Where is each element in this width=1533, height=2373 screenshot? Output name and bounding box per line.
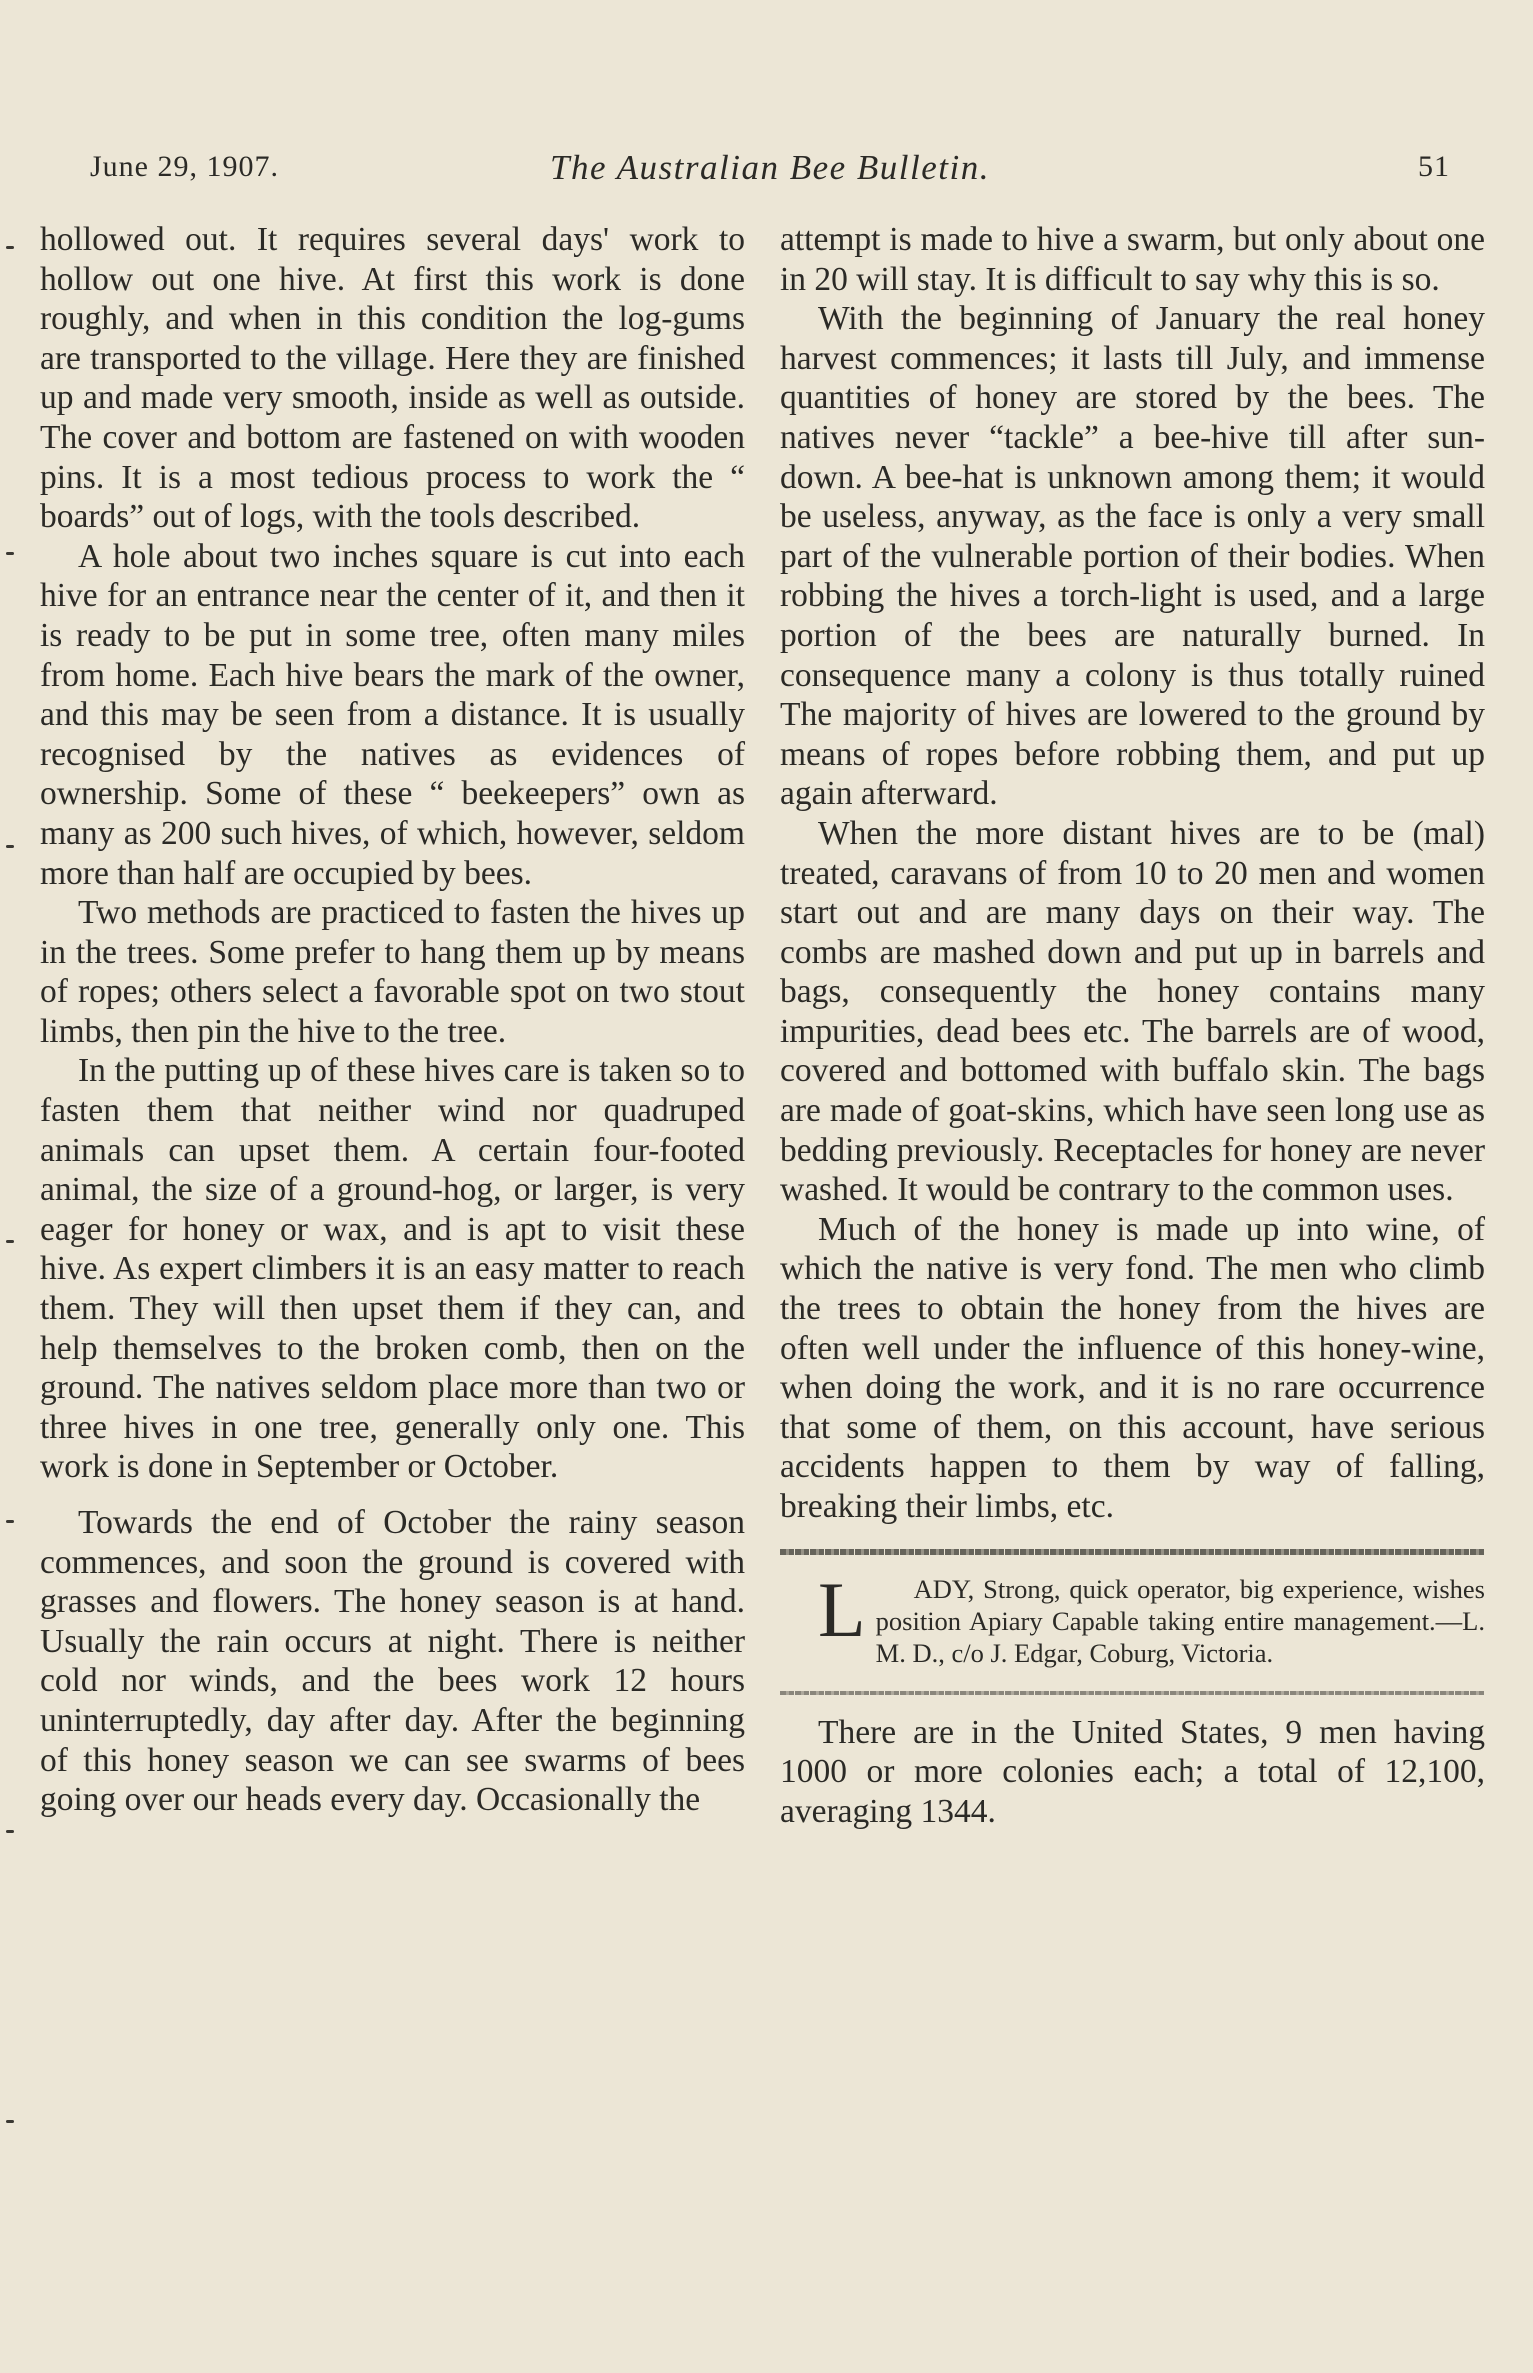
left-column <box>40 220 745 1820</box>
running-header <box>90 150 1450 198</box>
paragraph: attempt is made to hive a swarm, but only about one in 20 will stay. It is difficult to say why this is so. <box>780 221 1485 298</box>
page-number: 51 <box>1418 150 1450 183</box>
paragraph: Much of the honey is made up into wine, of which the native is very fond. The men who climb the trees to obtain the honey from the hives are often well under the influence of this honey-wine, when doing the work, and it is no rare occurrence that some of them, on this account, have serious accidents happen to them by way of falling, breaking their limbs, etc. <box>780 1210 1485 1525</box>
margin-mark <box>6 1830 14 1833</box>
section-divider <box>780 1549 1485 1555</box>
paragraph: In the putting up of these hives care is taken so to fasten them that neither wind nor quadruped animals can upset them. A certain four-footed animal, the size of a ground-hog, or larger, is very eager for honey or wax, and is apt to visit these hive. As expert climbers it is an easy matter to reach them. They will then upset them if they can, and help themselves to the broken comb, then on the ground. The natives seldom place more than two or three hives in one tree, generally only one. This work is done in September or October. <box>40 1052 745 1486</box>
section-divider <box>780 1691 1485 1695</box>
paragraph: Two methods are practiced to fasten the hives up in the trees. Some prefer to hang them up by means of ropes; others select a favorable spot on two stout limbs, then pin the hive to the tree. <box>40 894 745 1050</box>
drop-cap: L <box>818 1565 866 1653</box>
margin-mark <box>6 246 14 249</box>
paragraph: hollowed out. It requires several days' work to hollow out one hive. At first this work is done roughly, and when in this condition the log-gums are transported to the village. Here they are finished up and made very smooth, inside as well as outside. The cover and bottom are fastened on with wooden pins. It is a most tedious process to work the “ boards” out of logs, with the tools described. <box>40 221 745 536</box>
margin-mark <box>6 1240 14 1243</box>
advertisement-text: ADY, Strong, quick operator, big experience, wishes position Apiary Capable taking entire management.—L. M. D., c/o J. Edgar, Coburg, Victoria. <box>875 1573 1485 1668</box>
margin-marks <box>2 230 20 2230</box>
margin-mark <box>6 2120 14 2123</box>
paragraph: Towards the end of October the rainy season commences, and soon the ground is covered with grasses and flowers. The honey season is at hand. Usually the rain occurs at night. There is neither cold nor winds, and the bees work 12 hours uninterruptedly, day after day. After the beginning of this honey season we can see swarms of bees going over our heads every day. Occasionally the <box>40 1504 745 1819</box>
right-column <box>780 220 1485 1831</box>
statistics-note: There are in the United States, 9 men having 1000 or more colonies each; a total of 12,100, averaging 1344. <box>780 1713 1485 1830</box>
paragraph: With the beginning of January the real honey harvest commences; it lasts till July, and immense quantities of honey are stored by the bees. The natives never “tackle” a bee-hive till after sun-down. A bee-hat is unknown among them; it would be useless, anyway, as the face is only a very small part of the vulnerable portion of their bodies. When robbing the hives a torch-light is used, and a large portion of the bees are naturally burned. In consequence many a colony is thus totally ruined The majority of hives are lowered to the ground by means of ropes before robbing them, and put up again afterward. <box>780 300 1485 813</box>
margin-mark <box>6 845 14 848</box>
publication-title: The Australian Bee Bulletin. <box>550 148 990 187</box>
paragraph: When the more distant hives are to be (mal) treated, caravans of from 10 to 20 men and women start out and are many days on their way. The combs are mashed down and put up in barrels and bags, consequently the honey contains many impurities, dead bees etc. The barrels are of wood, covered and bottomed with buffalo skin. The bags are made of goat-skins, which have seen long use as bedding previously. Receptacles for honey are never washed. It would be contrary to the common uses. <box>780 814 1485 1209</box>
paragraph: A hole about two inches square is cut into each hive for an entrance near the center of it, and then it is ready to be put in some tree, often many miles from home. Each hive bears the mark of the owner, and this may be seen from a distance. It is usually recognised by the natives as evidences of ownership. Some of these “ beekeepers” own as many as 200 such hives, of which, however, seldom more than half are occupied by bees. <box>40 537 745 892</box>
margin-mark <box>6 1520 14 1523</box>
classified-advertisement <box>780 1565 1485 1669</box>
issue-date: June 29, 1907. <box>90 150 279 183</box>
margin-mark <box>6 552 14 555</box>
